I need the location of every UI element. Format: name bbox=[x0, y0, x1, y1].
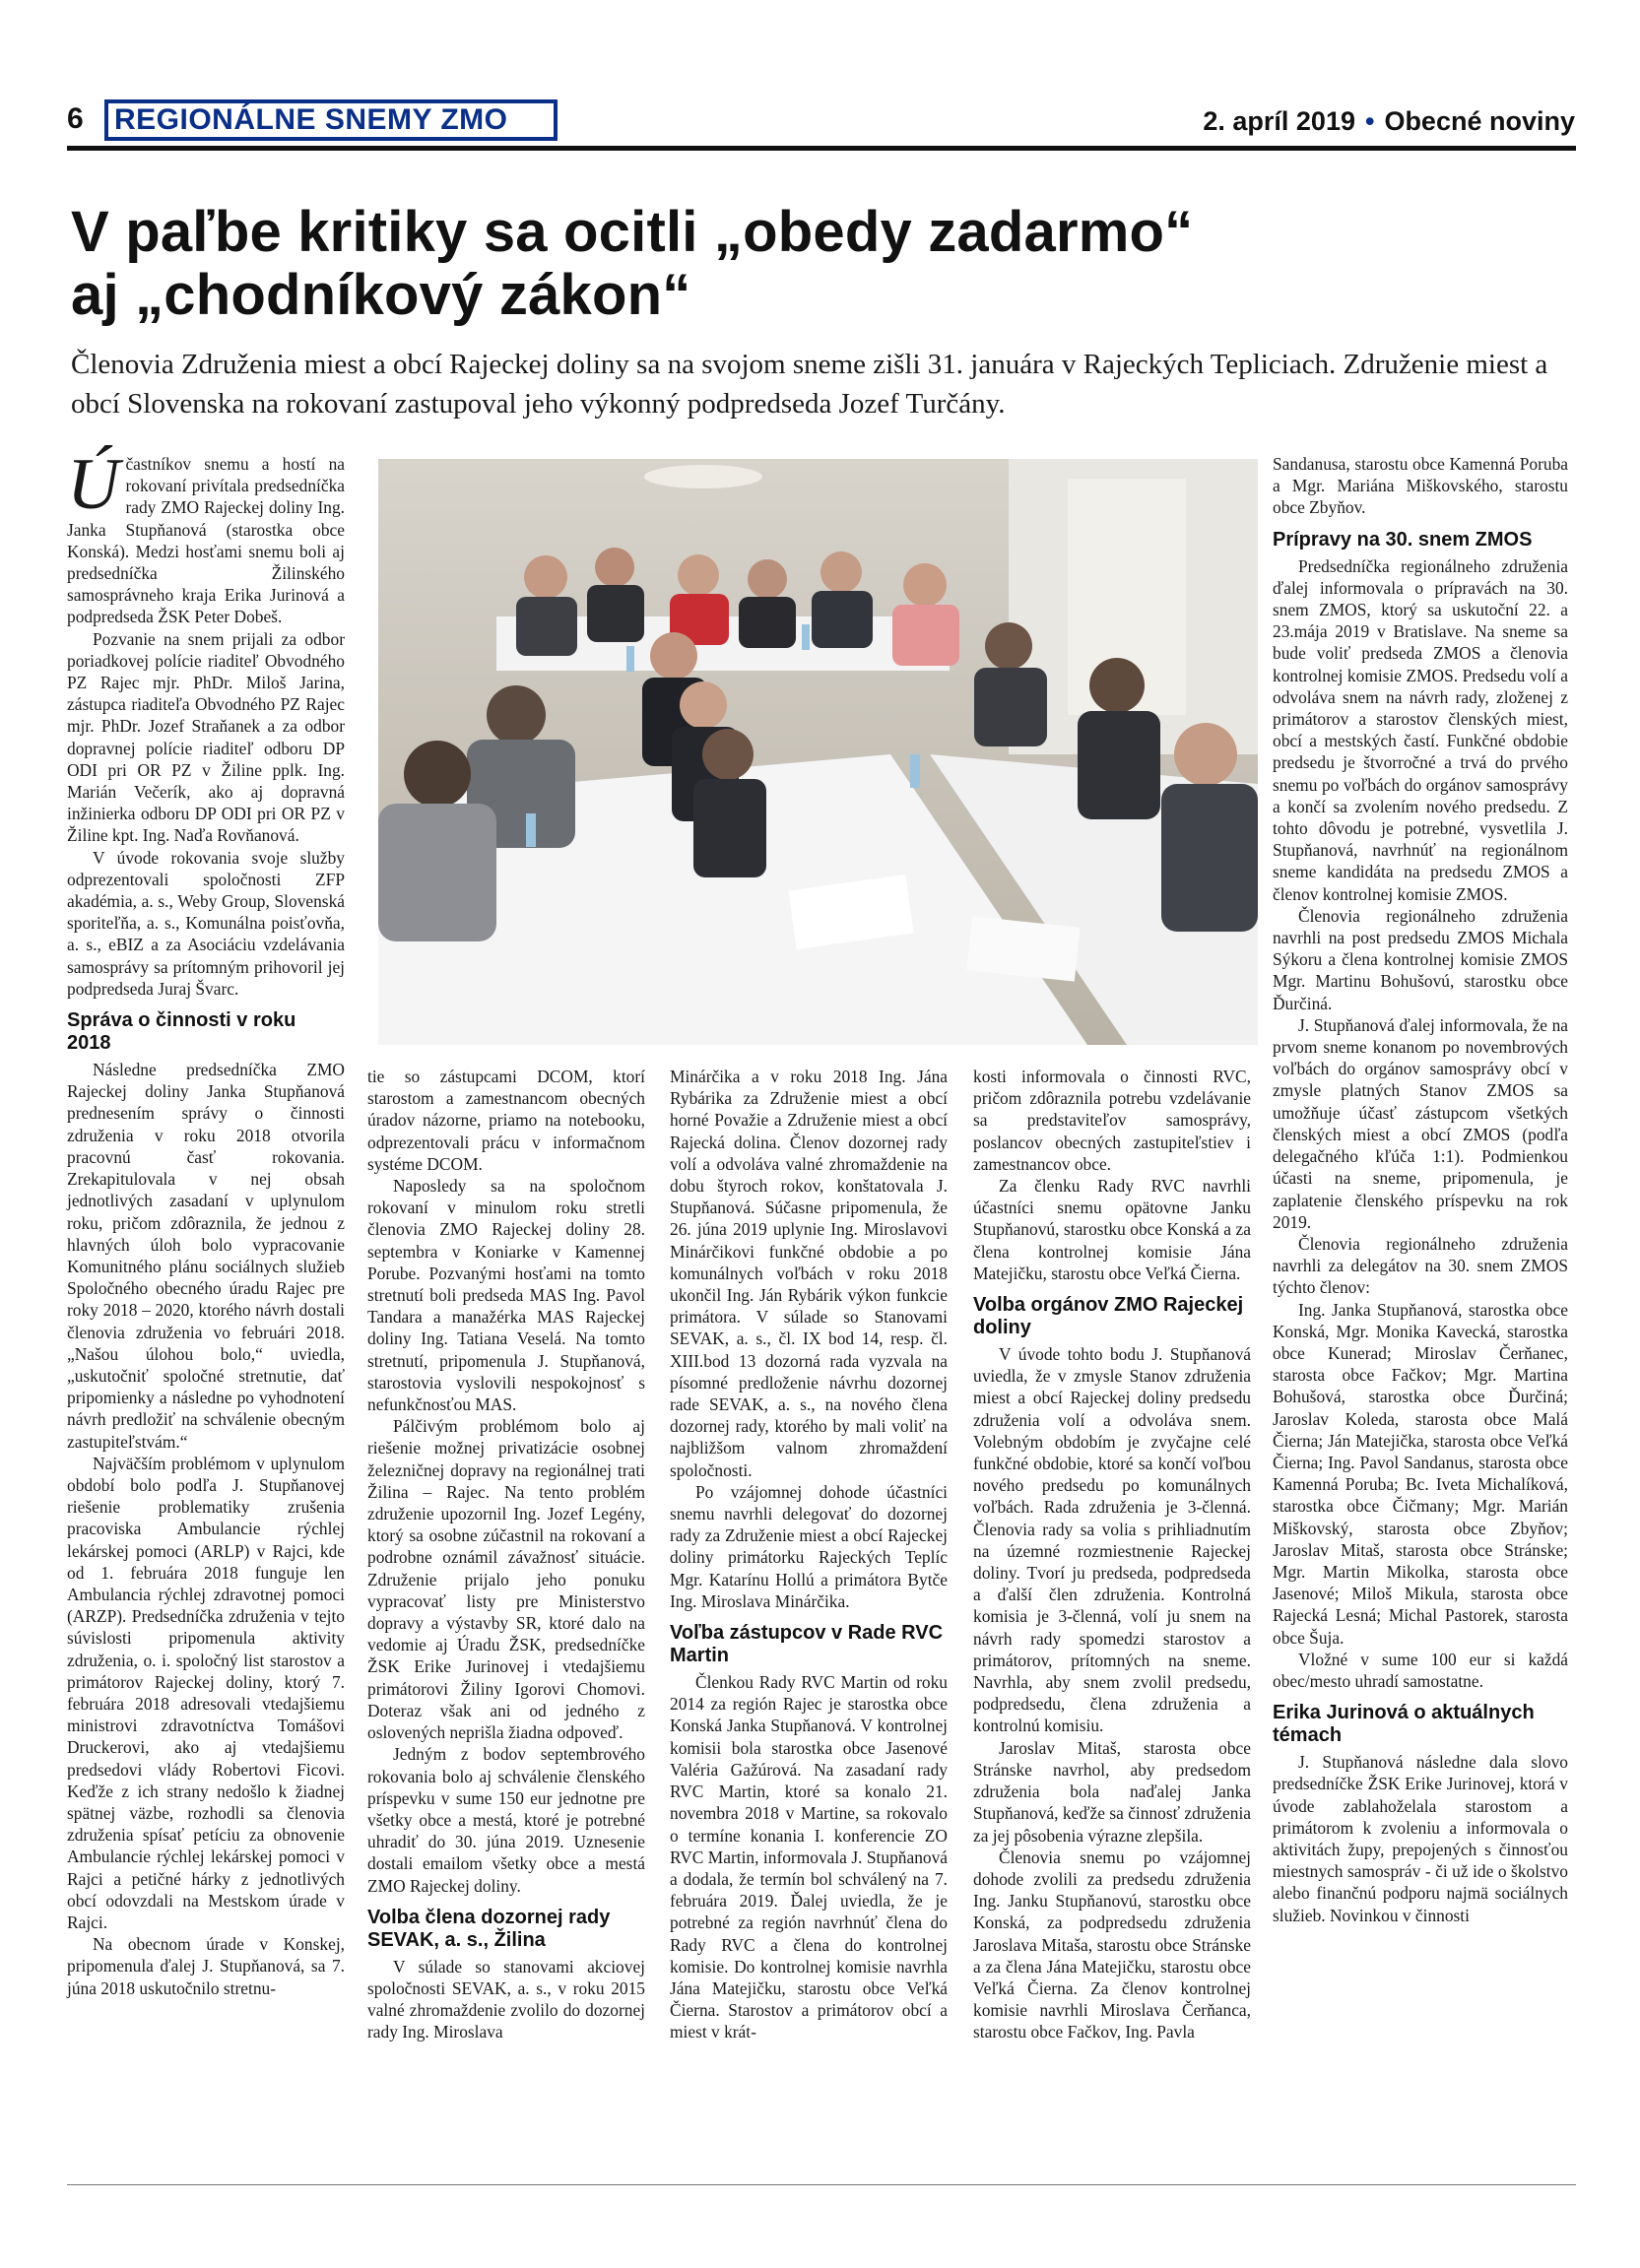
paragraph: tie so zástupcami DCOM, ktorí starostom a zamestnancom obecných úradov názorne, priamo na notebooku, odprezentovali prácu v informačnom systéme DCOM. bbox=[367, 1067, 645, 1174]
column-1 bbox=[67, 444, 345, 1999]
paragraph: Jaroslav Mitaš, starosta obce Stránske navrhol, aby predsedom združenia bola naďalej Janka Stupňanová, keďže sa činnosť združenia za jej pôsobenia výrazne zlepšila. bbox=[973, 1737, 1251, 1846]
paragraph: Členovia snemu po vzájomnej dohode zvolili za predsedu združenia Ing. Janku Stupňanovú, starostku obce Konská, za podpredsedu združenia Jaroslava Mitaša, starostu obce Stránske a za člena Jána Matejičku, starostu obce Veľká Čierna. Za členov kontrolnej komisie navrhli Miroslava Čerňanca, starostu obce Fačkov, Ing. Pavla bbox=[973, 1847, 1251, 2042]
headline-line-2: aj „chodníkový zákon“ bbox=[71, 263, 691, 327]
paragraph: Účastníkov snemu a hostí na rokovaní privítala predsedníčka rady ZMO Rajeckej doliny Ing. Janka Stupňanová (starostka obce Konská). Medzi hosťami snemu boli aj predsedníčka Žilinského samosprávneho kraja Erika Jurinová a podpredseda ŽSK Peter Dobeš. bbox=[67, 444, 345, 627]
meeting-photo-illustration bbox=[378, 459, 1258, 1045]
paragraph: V úvode rokovania svoje služby odprezentovali spoločnosti ZFP akadémia, a. s., Weby Group, Slovenská sporiteľňa, a. s., Komunálna poisťovňa, a. s., eBIZ a za Asociáciu vzdelávania samosprávy sa prítomným prihovoril jej podpredseda Juraj Švarc. bbox=[67, 847, 345, 999]
separator-bullet: • bbox=[1364, 106, 1375, 136]
header-rule bbox=[67, 146, 1576, 151]
paragraph: J. Stupňanová následne dala slovo predsedníčke ŽSK Erike Jurinovej, ktorá v úvode zablahoželala starostom a primátorom k zvoleniu a informovala o aktivitách župy, prepojených s činnosťou miestnych samospráv - či už ide o školstvo alebo finančnú podporu najmä sociálnych služieb. Novinkou v činnosti bbox=[1273, 1752, 1568, 1925]
column-3 bbox=[670, 1066, 948, 2043]
section-title: REGIONÁLNE SNEMY ZMO bbox=[104, 99, 558, 141]
footer-rule bbox=[67, 2184, 1576, 2185]
paragraph: J. Stupňanová ďalej informovala, že na prvom sneme konanom po novembrových voľbách do orgánov samosprávy obcí v zmysle platných Stanov ZMOS sa umožňuje účasť zástupcom všetkých členských miest a obcí ZMOS (podľa delegačného kľúča 1:1). Podmienkou účasti na sneme, pripomenula, je zaplatenie členského príspevku na rok 2019. bbox=[1273, 1014, 1568, 1232]
column-4 bbox=[973, 1066, 1251, 2043]
paragraph: Členovia regionálneho združenia navrhli za delegátov na 30. snem ZMOS týchto členov: bbox=[1273, 1233, 1568, 1298]
issue-date: 2. apríl 2019 bbox=[1203, 106, 1355, 136]
headline bbox=[71, 201, 1568, 327]
publication-name: Obecné noviny bbox=[1384, 106, 1575, 136]
paragraph: Pozvanie na snem prijali za odbor poriadkovej polície riaditeľ Obvodného PZ Rajec mjr. PhDr. Miloš Jarina, zástupca riaditeľa Obvodného PZ Rajec mjr. PhDr. Jozef Straňanek a za odbor dopravnej polície riaditeľ odboru DP ODI pri OR PZ v Žiline pplk. Ing. Marián Večerík, ako aj dopravná inžinierka odboru DP ODI pri OR PZ v Žiline kpt. Ing. Naďa Rovňanová. bbox=[67, 628, 345, 846]
paragraph: Vložné v sume 100 eur si každá obec/mesto uhradí samostatne. bbox=[1273, 1649, 1568, 1691]
column-5 bbox=[1273, 453, 1568, 1926]
paragraph: Sandanusa, starostu obce Kamenná Poruba a Mgr. Mariána Miškovského, starostu obce Zbyňov. bbox=[1273, 454, 1568, 518]
subheading: Volba orgánov ZMO Rajeckej doliny bbox=[973, 1294, 1244, 1339]
paragraph: Predsedníčka regionálneho združenia ďalej informovala o prípravách na 30. snem ZMOS, ktorý sa uskutoční 22. a 23.mája 2019 v Bratislave. Na sneme sa bude voliť predseda ZMOS a členovia kontrolnej komisie ZMOS. Predsedu volí a odvoláva snem na návrh rady, zloženej z primátorov a starostov členských miest, obcí a mestských častí. Funkčné obdobie predsedu je štvorročné a trvá do prvého snemu po voľbách do orgánov samosprávy a končí sa zvolením nového predsedu. Z tohto dôvodu je potrebné, vysvetlila J. Stupňanová, navrhnúť na regionálnom sneme kandidáta na predsedu ZMOS a členov kontrolnej komisie ZMOS. bbox=[1273, 555, 1568, 904]
lead-paragraph: Členovia Združenia miest a obcí Rajeckej doliny sa na svojom sneme zišli 31. januára v Rajeckých Tepliciach. Združenie miest a obcí Slovenska na rokovaní zastupoval jeho výkonný podpredseda Jozef Turčány. bbox=[71, 349, 1548, 420]
paragraph: kosti informovala o činnosti RVC, pričom zdôraznila potrebu vzdelávanie sa predstaviteľov samosprávy, poslancov obecných zastupiteľstiev i zamestnancov obce. bbox=[973, 1067, 1251, 1174]
column-2 bbox=[367, 1066, 645, 2043]
paragraph: Najväčším problémom v uplynulom období bolo podľa J. Stupňanovej riešenie problematiky zrušenia pracoviska Ambulancie rýchlej lekárskej pomoci (ARLP) v Rajci, kde od 1. februára 2018 funguje len Ambulancia rýchlej zdravotnej pomoci (ARZP). Predsedníčka združenia v tejto súvislosti pripomenula aktivity združenia, o. i. spoločný list starostov a primátorov Rajeckej doliny, ktorý 7. februára 2018 adresovali vtedajšiemu ministrovi zdravotníctva Tomášovi Druckerovi, ako aj vtedajšiemu predsedovi vlády Robertovi Ficovi. Keďže z ich strany nedošlo k žiadnej spätnej väzbe, rozhodli sa členovia združenia spísať petíciu za obnovenie Ambulancie rýchlej lekárskej pomoci v Rajci a petičné hárky z jednotlivých obcí odovzdali na Mestskom úrade v Rajci. bbox=[67, 1453, 345, 1932]
paragraph: Minárčika a v roku 2018 Ing. Jána Rybárika za Združenie miest a obcí horné Považie a Združenie miest a obcí Rajecká dolina. Členov dozornej rady volí a odvoláva valné zhromaždenie na dobu štyroch rokov, konštatovala J. Stupňanová. Súčasne pripomenula, že 26. júna 2019 uplynie Ing. Miroslavovi Minárčikovi funkčné obdobie a po komunálnych voľbách v roku 2018 ukončil Ing. Ján Rybárik výkon funkcie primátora. V súlade so Stanovami SEVAK, a. s., čl. IX bod 14, resp. čl. XIII.bod 13 dozorná rada vyzvala na písomné predloženie návrhu dozornej rade SEVAK, a. s., na nového člena dozornej rady, ktorého by mali voliť na najbližšom valnom zhromaždení spoločnosti. bbox=[670, 1067, 948, 1480]
subheading: Erika Jurinová o aktuálnych témach bbox=[1273, 1702, 1535, 1747]
subheading: Správa o činnosti v roku 2018 bbox=[67, 1009, 296, 1055]
paragraph: Za členku Rady RVC navrhli účastníci snemu opätovne Janku Stupňanovú, starostku obce Konská a za člena kontrolnej komisie Jána Matejičku, starostu obce Veľká Čierna. bbox=[973, 1176, 1251, 1283]
issue-info bbox=[1203, 106, 1575, 137]
paragraph: Naposledy sa na spoločnom rokovaní v minulom roku stretli členovia ZMO Rajeckej doliny 28. septembra v Koniarke v Kamennej Porube. Pozvanými hosťami na tomto stretnutí boli predseda MAS Ing. Pavol Tandara a manažérka MAS Rajeckej doliny Ing. Tatiana Veselá. Na tomto stretnutí, pripomenula J. Stupňanová, starostovia vyslovili nespokojnosť s nefunkčnosťou MAS. bbox=[367, 1176, 645, 1415]
paragraph: Následne predsedníčka ZMO Rajeckej doliny Janka Stupňanová prednesením správy o činnosti združenia v roku 2018 otvorila pracovnú časť rokovania. Zrekapitulovala v nej obsah jednotlivých zasadaní v uplynulom roku, pričom zdôraznila, že jednou z hlavných úloh bolo vypracovanie Komunitného plánu sociálnych služieb Spoločného obecného úradu Rajec pre roky 2018 – 2020, ktorého návrh dostali členovia združenia vo februári 2018. „Našou úlohou bolo,“ uviedla, „uskutočniť spoločné stretnutie, dať pripomienky a následne po vyhodnotení návrh predložiť na schválenie obecným zastupiteľstvám.“ bbox=[67, 1060, 345, 1452]
subheading: Prípravy na 30. snem ZMOS bbox=[1273, 528, 1533, 551]
subheading: Voľba zástupcov v Rade RVC Martin bbox=[670, 1622, 944, 1667]
paragraph: Členkou Rady RVC Martin od roku 2014 za región Rajec je starostka obce Konská Janka Stupňanová. V kontrolnej komisii bola starostka obce Jasenové Valéria Gažúrová. Na zasadaní rady RVC Martin, ktoré sa konalo 21. novembra 2018 v Martine, sa rokovalo o termíne konania I. konferencie ZO RVC Martin, informovala J. Stupňanová a dodala, že termín bol schválený na 7. februára 2019. Ďalej uviedla, že je potrebné za región navrhnúť člena do Rady RVC a člena do kontrolnej komisie. Do kontrolnej komisie navrhla Jána Matejičku, starostu obce Veľká Čierna. Starostov a primátorov obcí a miest v krát- bbox=[670, 1672, 948, 2042]
meeting-photo bbox=[378, 459, 1258, 1045]
page-number: 6 bbox=[67, 102, 84, 135]
paragraph: Na obecnom úrade v Konskej, pripomenula ďalej J. Stupňanová, sa 7. júna 2018 uskutočnilo stretnu- bbox=[67, 1934, 345, 1998]
paragraph: Členovia regionálneho združenia navrhli na post predsedu ZMOS Michala Sýkoru a člena kontrolnej komisie ZMOS Mgr. Martinu Bohušovú, starostku obce Ďurčiná. bbox=[1273, 905, 1568, 1013]
paragraph: Ing. Janka Stupňanová, starostka obce Konská, Mgr. Monika Kavecká, starostka obce Kunerad; Miroslav Čerňanec, starosta obce Fačkov; Mgr. Martina Bohušová, starostka obce Ďurčiná; Jaroslav Koleda, starosta obce Malá Čierna; Ján Matejička, starosta obce Veľká Čierna; Ing. Pavol Sandanus, starosta obce Kamenná Poruba; Bc. Iveta Michalíková, starostka obce Čičmany; Mgr. Marián Miškovský, starosta obce Zbyňov; Jaroslav Mitaš, starosta obce Stránske; Mgr. Martin Mikolka, starosta obce Jasenové; Miloš Mikula, starosta obce Rajecká Lesná; Michal Pastorek, starosta obce Šuja. bbox=[1273, 1299, 1568, 1648]
paragraph: V súlade so stanovami akciovej spoločnosti SEVAK, a. s., v roku 2015 valné zhromaždenie zvolilo do dozornej rady Ing. Miroslava bbox=[367, 1956, 645, 2042]
drop-cap: Ú bbox=[67, 444, 120, 525]
paragraph: Pálčivým problémom bolo aj riešenie možnej privatizácie osobnej železničnej dopravy na regionálnej trati Žilina – Rajec. Na tento problém združenie upozornil Ing. Jozef Legény, ktorý sa osobne zúčastnil na rokovaní a podrobne oznámil závažnosť situácie. Združenie prijalo jeho ponuku vypracovať listy pre Ministerstvo dopravy a výstavby SR, ktoré dalo na vedomie aj Úradu ŽSK, predsedníčke ŽSK Erike Jurinovej i vtedajšiemu primátorovi Žiliny Igorovi Chomovi. Doteraz však ani od jedného z oslovených neprišla žiadna odpoveď. bbox=[367, 1416, 645, 1743]
paragraph: V úvode tohto bodu J. Stupňanová uviedla, že v zmysle Stanov združenia miest a obcí Rajeckej doliny predsedu združenia volí a odvoláva snem. Volebným obdobím je zvyčajne celé funkčné obdobie, ktoré sa končí voľbou nového predsedu po komunálnych voľbách. Rada združenia je 3-členná. Členovia rady sa volia s prihliadnutím na územné rozmiestnenie Rajeckej doliny. Tvorí ju predseda, podpredseda a ďalší člen združenia. Kontrolná komisia je 3-členná, volí ju snem na návrh rady spomedzi starostov a primátorov, prítomných na sneme. Navrhla, aby snem zvolil predsedu, podpredsedu, člena združenia a kontrolnú komisiu. bbox=[973, 1344, 1251, 1736]
paragraph: Jedným z bodov septembrového rokovania bolo aj schválenie členského príspevku v sume 150 eur jednotne pre všetky obce a mestá, ktoré je potrebné uhradiť do 30. júna 2019. Uznesenie dostali emailom všetky obce a mestá ZMO Rajeckej doliny. bbox=[367, 1744, 645, 1896]
subheading: Volba člena dozornej rady SEVAK, a. s., Žilina bbox=[367, 1906, 611, 1951]
paragraph: Po vzájomnej dohode účastníci snemu navrhli delegovať do dozornej rady za Združenie miest a obcí Rajeckej doliny primátorku Rajeckých Teplíc Mgr. Katarínu Hollú a primátora Bytče Ing. Miroslava Minárčika. bbox=[670, 1481, 948, 1611]
headline-line-1: V paľbe kritiky sa ocitli „obedy zadarmo“ bbox=[71, 200, 1194, 264]
